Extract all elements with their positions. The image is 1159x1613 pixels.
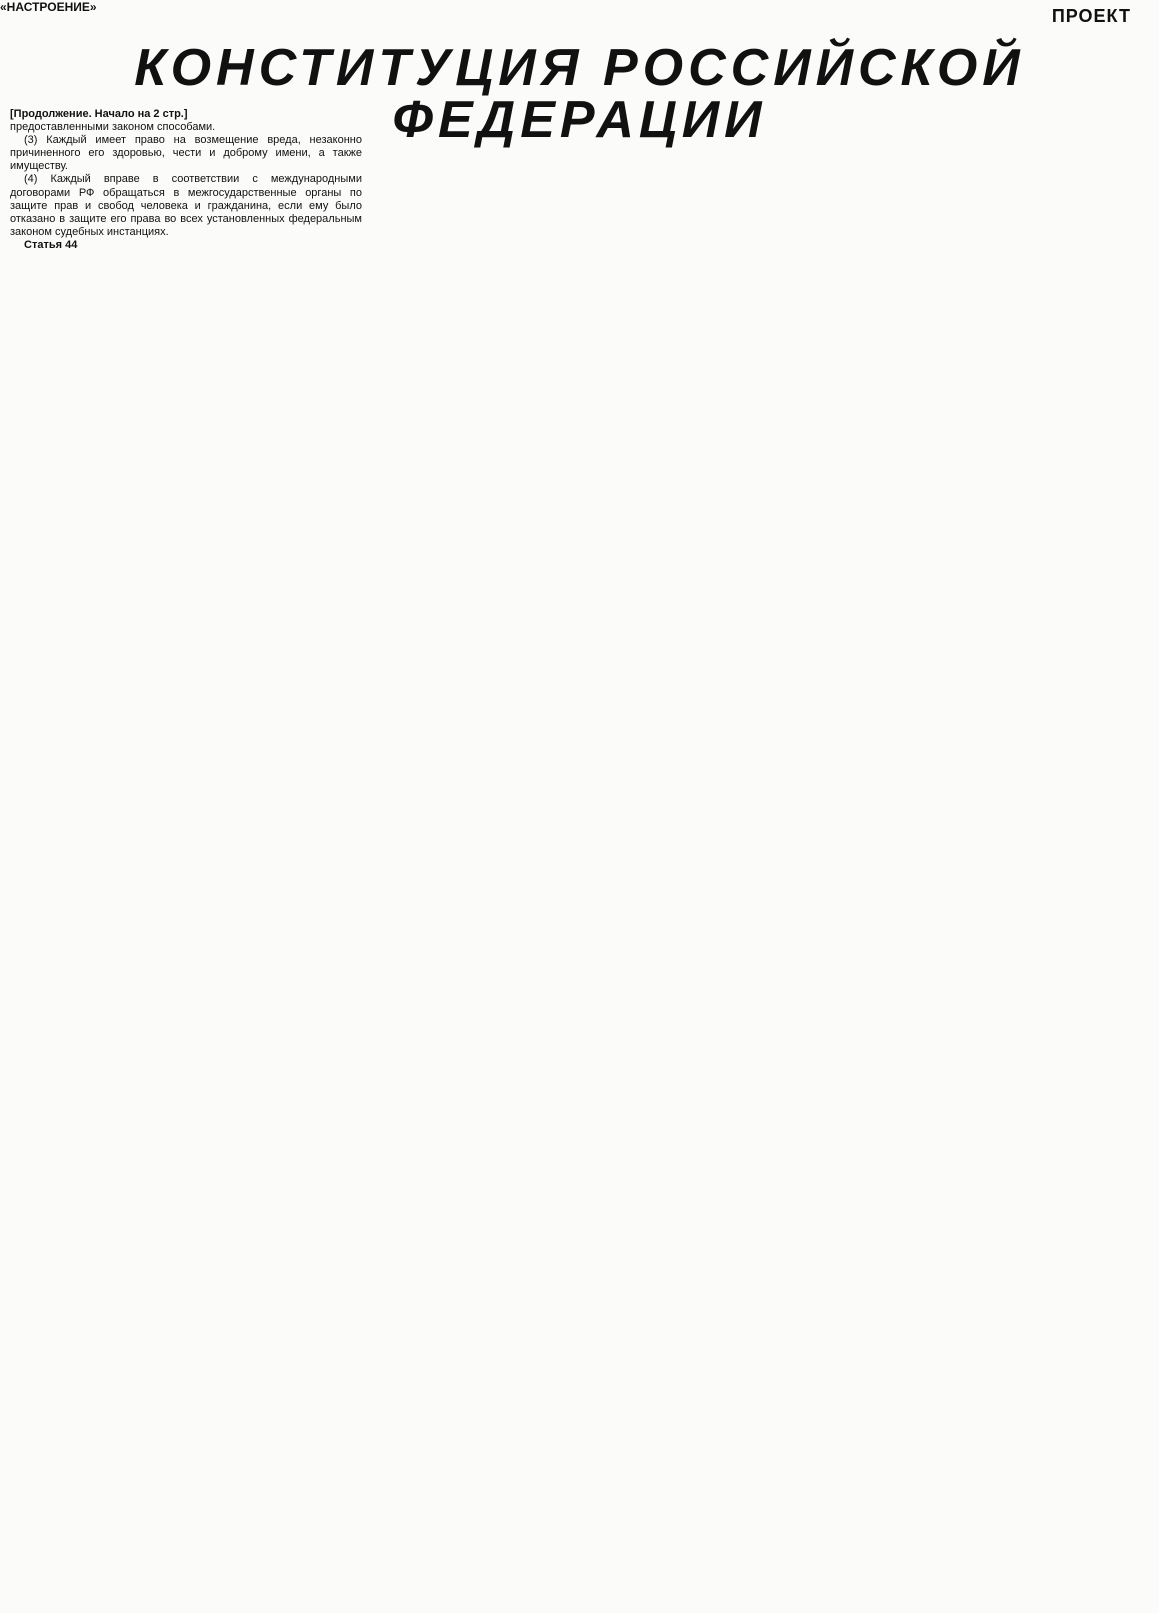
paragraph: предоставленными законом способами. [10, 121, 216, 134]
page-title: КОНСТИТУЦИЯ РОССИЙСКОЙ ФЕДЕРАЦИИ [134, 39, 1025, 149]
paragraph: (3) Каждый имеет право на возмещение вреда, незаконно причиненного его здоровью, чести и доброму имени, а также имуществу. [10, 134, 362, 173]
article-heading: Статья 44 [24, 238, 78, 251]
section-label: «НАСТРОЕНИЕ» [0, 0, 97, 14]
paragraph: (4) Каждый вправе в соответствии с международными договорами РФ обращаться в межгосударственные органы по защите прав и свобод человека и гражданина, если ему было отказано в защите его права во всех установленных федеральным законом судебных инстанциях. [10, 173, 362, 238]
column-1 [10, 108, 362, 252]
continuation-note: [Продолжение. Начало на 2 стр.] [10, 108, 188, 120]
project-label: ПРОЕКТ [1051, 6, 1131, 26]
